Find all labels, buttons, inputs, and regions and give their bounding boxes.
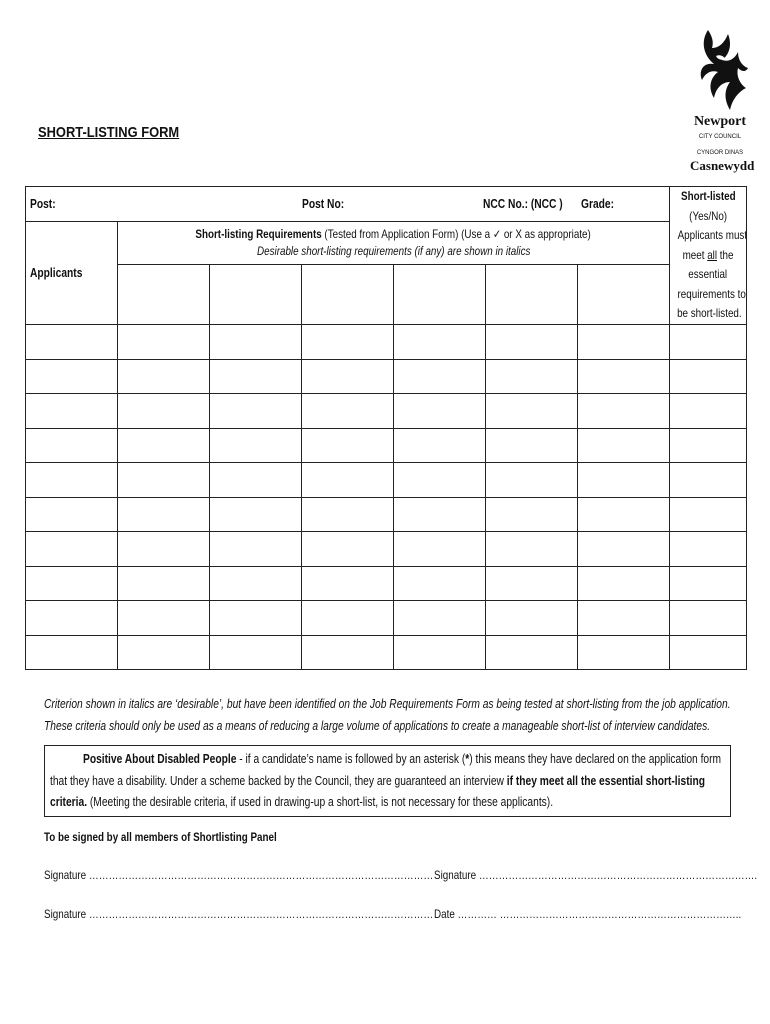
shortlisted-cell[interactable] [670,463,747,498]
requirement-cell[interactable] [210,325,302,360]
table-row [26,635,747,670]
requirement-cell[interactable] [578,566,670,601]
notice-bold: criteria. [50,795,88,809]
requirement-cell[interactable] [118,497,210,532]
requirement-cell[interactable] [302,428,394,463]
requirement-cell[interactable] [210,566,302,601]
requirement-column-cell[interactable] [302,265,394,325]
date-field[interactable]: Date ………… ……………………………………………………………….. [434,907,742,921]
notice-line2 [50,774,705,788]
notice-bold: if they meet all the essential short-listing [506,774,706,788]
notice-asterisk: * [465,752,470,766]
shortlisted-cell[interactable] [670,566,747,601]
requirement-cell[interactable] [578,325,670,360]
shortlisted-line [683,246,734,266]
notice-line1 [83,752,721,766]
requirement-cell[interactable] [118,325,210,360]
requirement-cell[interactable] [394,359,486,394]
post-header-cell [26,187,670,222]
notice-bold: Positive About Disabled People [83,752,237,766]
table-row [26,532,747,567]
table-row [26,394,747,429]
requirements-rest: (Tested from Application Form) (Use a ✓ or X as appropriate) [322,227,592,241]
logo-word-city-council: CITY COUNCIL [698,134,742,140]
requirement-cell[interactable] [302,497,394,532]
signature-field[interactable]: Signature …………………………………………………………………………………………… [44,868,434,882]
shortlisted-cell[interactable] [670,394,747,429]
requirement-cell[interactable] [578,359,670,394]
shortlisted-line: (Yes/No) [689,208,727,223]
requirements-line [196,226,591,243]
shortlisted-all-word: all [707,247,718,262]
requirement-cell[interactable] [486,359,578,394]
shortlisted-word: the [717,247,734,262]
requirement-cell[interactable] [486,325,578,360]
requirement-cell[interactable] [302,359,394,394]
requirement-cell[interactable] [394,532,486,567]
notice-line3 [50,795,553,809]
table-row [26,566,747,601]
requirement-cell[interactable] [486,497,578,532]
applicant-name-cell[interactable] [26,394,118,429]
requirement-cell[interactable] [394,394,486,429]
requirement-cell[interactable] [486,635,578,670]
shortlisted-cell[interactable] [670,325,747,360]
requirement-cell[interactable] [302,463,394,498]
requirement-cell[interactable] [210,601,302,636]
requirement-cell[interactable] [302,601,394,636]
requirement-cell[interactable] [118,601,210,636]
table-row [26,359,747,394]
requirement-cell[interactable] [394,497,486,532]
grade-label: Grade: [581,197,615,211]
shortlisted-header-cell [670,187,747,325]
italics-note-line2: These criteria should only be used as a means of reducing a large volume of applications to create a manageable short-list of interview candidates. [44,719,711,733]
applicant-name-cell[interactable] [26,428,118,463]
shortlisted-cell[interactable] [670,532,747,567]
notice-text: that they have a disability. Under a scheme backed by the Council, they are guaranteed an interview [50,774,507,788]
requirement-cell[interactable] [394,428,486,463]
table-row [26,601,747,636]
shortlisted-cell[interactable] [670,635,747,670]
applicants-label: Applicants [30,266,83,280]
requirement-cell[interactable] [394,635,486,670]
requirement-cell[interactable] [210,635,302,670]
requirement-cell[interactable] [394,463,486,498]
requirements-header-cell [118,222,670,265]
requirement-cell[interactable] [118,635,210,670]
ncc-no-label: NCC No.: (NCC ) [483,197,563,211]
requirement-cell[interactable] [578,635,670,670]
requirement-cell[interactable] [118,463,210,498]
shortlisted-line: be short-listed. [677,306,742,320]
signature-field[interactable]: Signature …………………………………………………………………………. [434,868,758,882]
requirement-cell[interactable] [578,428,670,463]
page-title: SHORT-LISTING FORM [38,124,180,141]
requirement-cell[interactable] [486,428,578,463]
applicant-name-cell[interactable] [26,532,118,567]
disabled-people-notice [44,745,731,817]
notice-text: (Meeting the desirable criteria, if used in drawing-up a short-list, is not necessary for these applicants). [87,795,554,809]
shortlisted-cell[interactable] [670,428,747,463]
logo-word-cyngor-dinas: CYNGOR DINAS [696,150,744,156]
requirement-cell[interactable] [210,428,302,463]
requirement-column-cell[interactable] [210,265,302,325]
logo-word-casnewydd: Casnewydd [690,158,755,173]
requirement-cell[interactable] [486,532,578,567]
requirement-cell[interactable] [394,601,486,636]
italics-note-line1: Criterion shown in italics are ‘desirable’, but have been identified on the Job Requirements Form as being tested at short-listing from the job application. [44,697,731,711]
requirement-cell[interactable] [210,359,302,394]
requirement-cell[interactable] [118,566,210,601]
dragon-emblem-icon [690,26,750,114]
shortlisted-line: essential [688,267,728,281]
applicants-header-cell [26,222,118,325]
requirement-cell[interactable] [302,532,394,567]
applicant-name-cell[interactable] [26,601,118,636]
applicant-name-cell[interactable] [26,463,118,498]
requirement-cell[interactable] [302,394,394,429]
requirement-cell[interactable] [210,394,302,429]
shortlisting-table [25,186,747,670]
shortlisted-cell[interactable] [670,359,747,394]
requirement-cell[interactable] [210,532,302,567]
requirement-cell[interactable] [118,359,210,394]
requirement-column-cell[interactable] [486,265,578,325]
requirement-cell[interactable] [210,463,302,498]
requirement-cell[interactable] [394,566,486,601]
requirement-cell[interactable] [486,463,578,498]
requirement-cell[interactable] [486,601,578,636]
requirement-column-cell[interactable] [118,265,210,325]
shortlisted-line: requirements to [677,286,746,301]
desirable-line: Desirable short-listing requirements (if any) are shown in italics [256,244,531,258]
requirement-column-cell[interactable] [394,265,486,325]
newport-council-logo [690,26,755,184]
requirement-cell[interactable] [486,394,578,429]
applicant-name-cell[interactable] [26,566,118,601]
applicant-name-cell[interactable] [26,359,118,394]
requirement-cell[interactable] [210,497,302,532]
requirements-bold: Short-listing Requirements [195,227,323,241]
requirement-cell[interactable] [118,394,210,429]
table-row [26,463,747,498]
shortlisted-cell[interactable] [670,497,747,532]
applicant-name-cell[interactable] [26,325,118,360]
shortlisted-word: meet [682,247,708,262]
shortlisted-line: Applicants must [677,228,748,242]
requirement-cell[interactable] [578,394,670,429]
notice-text: - if a candidate’s name is followed by an asterisk ( [236,752,466,766]
requirement-cell[interactable] [486,566,578,601]
applicant-name-cell[interactable] [26,497,118,532]
requirement-cell[interactable] [118,532,210,567]
requirement-cell[interactable] [578,532,670,567]
requirement-cell[interactable] [302,566,394,601]
requirement-cell[interactable] [578,463,670,498]
table-row [26,428,747,463]
requirement-cell[interactable] [302,325,394,360]
table-row [26,497,747,532]
signature-field[interactable]: Signature …………………………………………………………………………………………… [44,907,434,921]
requirement-cell[interactable] [302,635,394,670]
requirement-cell[interactable] [578,601,670,636]
post-no-label: Post No: [302,197,345,211]
post-label: Post: [30,197,56,211]
table-row [26,325,747,360]
logo-word-newport: Newport [693,114,747,129]
requirement-cell[interactable] [578,497,670,532]
signing-heading: To be signed by all members of Shortlisting Panel [44,830,277,844]
applicant-name-cell[interactable] [26,635,118,670]
shortlisted-cell[interactable] [670,601,747,636]
requirement-column-cell[interactable] [578,265,670,325]
notice-text: ) this means they have declared on the application form [469,752,722,766]
shortlisted-title: Short-listed [680,189,736,203]
requirement-cell[interactable] [118,428,210,463]
requirement-cell[interactable] [394,325,486,360]
